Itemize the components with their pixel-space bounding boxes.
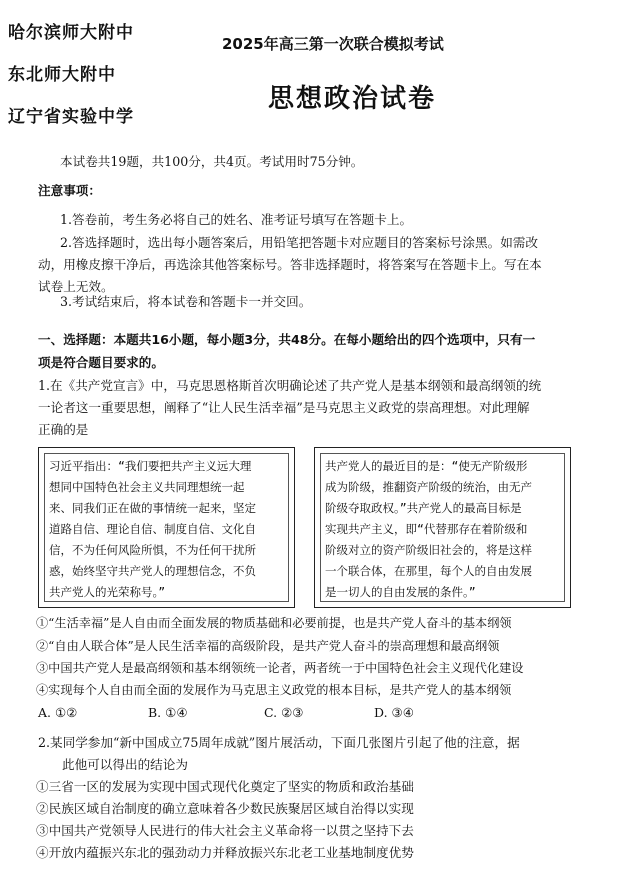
quote-line: 实现共产主义，即“代替那存在着阶级和 xyxy=(325,522,528,536)
option-b: B. ①④ xyxy=(148,705,188,720)
question-stem: 2.某同学参加“新中国成立75周年成就”图片展活动，下面几张图片引起了他的注意，据 xyxy=(38,735,520,750)
subject-title: 思想政治试卷 xyxy=(268,84,437,114)
option-a: A. ①② xyxy=(38,705,78,720)
quote-line: 阶级对立的资产阶级旧社会的，将是这样 xyxy=(325,543,532,557)
statement: ④开放内蕴振兴东北的强劲动力并释放振兴东北老工业基地制度优势 xyxy=(36,845,414,860)
question-stem: 正确的是 xyxy=(38,422,89,437)
note-line: 动，用橡皮擦干净后，再选涂其他答案标号。答非选择题时，将答案写在答题卡上。写在本 xyxy=(38,257,542,272)
quote-box-left xyxy=(38,447,295,608)
exam-intro: 本试卷共19题，共100分，共4页。考试用时75分钟。 xyxy=(60,154,364,169)
question-stem: 此他可以得出的结论为 xyxy=(62,757,188,772)
school-name-3: 辽宁省实验中学 xyxy=(8,107,134,127)
section-heading: 项是符合题目要求的。 xyxy=(38,355,164,370)
quote-line: 习近平指出：“我们要把共产主义远大理 xyxy=(49,459,252,473)
statement: ②“自由人联合体”是人民生活幸福的高级阶段，是共产党人奋斗的崇高理想和最高纲领 xyxy=(36,639,500,653)
option-c: C. ②③ xyxy=(264,705,304,720)
question-stem: 一论者这一重要思想，阐释了“让人民生活幸福”是马克思主义政党的崇高理想。对此理解 xyxy=(38,400,530,415)
quote-line: 是一切人的自由发展的条件。” xyxy=(325,585,476,599)
statement: ④实现每个人自由而全面的发展作为马克思主义政党的根本目标，是共产党人的基本纲领 xyxy=(36,683,512,697)
school-name-1: 哈尔滨师大附中 xyxy=(8,23,134,43)
note-line: 1.答卷前，考生务必将自己的姓名、准考证号填写在答题卡上。 xyxy=(60,212,413,227)
quote-line: 一个联合体，在那里，每个人的自由发展 xyxy=(325,564,532,578)
quote-line: 阶级夺取政权。”共产党人的最高目标是 xyxy=(325,501,522,515)
note-line: 试卷上无效。 xyxy=(38,279,114,294)
statement: ③中国共产党人是最高纲领和基本纲领统一论者，两者统一于中国特色社会主义现代化建设 xyxy=(36,661,524,675)
question-stem: 1.在《共产党宣言》中，马克思恩格斯首次明确论述了共产党人是基本纲领和最高纲领的统 xyxy=(38,378,542,393)
note-line: 2.答选择题时，选出每小题答案后，用铅笔把答题卡对应题目的答案标号涂黑。如需改 xyxy=(60,235,538,250)
exam-title: 2025年高三第一次联合模拟考试 xyxy=(222,35,444,53)
quote-line: 惑，始终坚守共产党人的理想信念，不负 xyxy=(49,564,256,578)
section-heading: 一、选择题：本题共16小题，每小题3分，共48分。在每小题给出的四个选项中，只有一 xyxy=(38,332,536,347)
quote-line: 成为阶级，推翻资产阶级的统治，由无产 xyxy=(325,480,532,494)
quote-line: 想同中国特色社会主义共同理想统一起 xyxy=(49,480,245,494)
quote-line: 共产党人的光荣称号。” xyxy=(49,585,166,599)
quote-box-right xyxy=(314,447,571,608)
statement: ②民族区域自治制度的确立意味着各少数民族聚居区域自治得以实现 xyxy=(36,801,414,816)
school-name-2: 东北师大附中 xyxy=(8,65,116,85)
statement: ①“生活幸福”是人自由而全面发展的物质基础和必要前提，也是共产党人奋斗的基本纲领 xyxy=(36,616,512,630)
option-d: D. ③④ xyxy=(374,705,414,720)
statement: ①三省一区的发展为实现中国式现代化奠定了坚实的物质和政治基础 xyxy=(36,779,414,794)
note-line: 3.考试结束后，将本试卷和答题卡一并交回。 xyxy=(60,294,312,309)
statement: ③中国共产党领导人民进行的伟大社会主义革命将一以贯之坚持下去 xyxy=(36,823,414,838)
quote-line: 共产党人的最近目的是：“使无产阶级形 xyxy=(325,459,528,473)
quote-line: 道路自信、理论自信、制度自信、文化自 xyxy=(49,522,256,536)
quote-line: 来、同我们正在做的事情统一起来，坚定 xyxy=(49,501,256,515)
quote-line: 信，不为任何风险所惧，不为任何干扰所 xyxy=(49,543,256,557)
notes-heading: 注意事项： xyxy=(38,183,101,198)
